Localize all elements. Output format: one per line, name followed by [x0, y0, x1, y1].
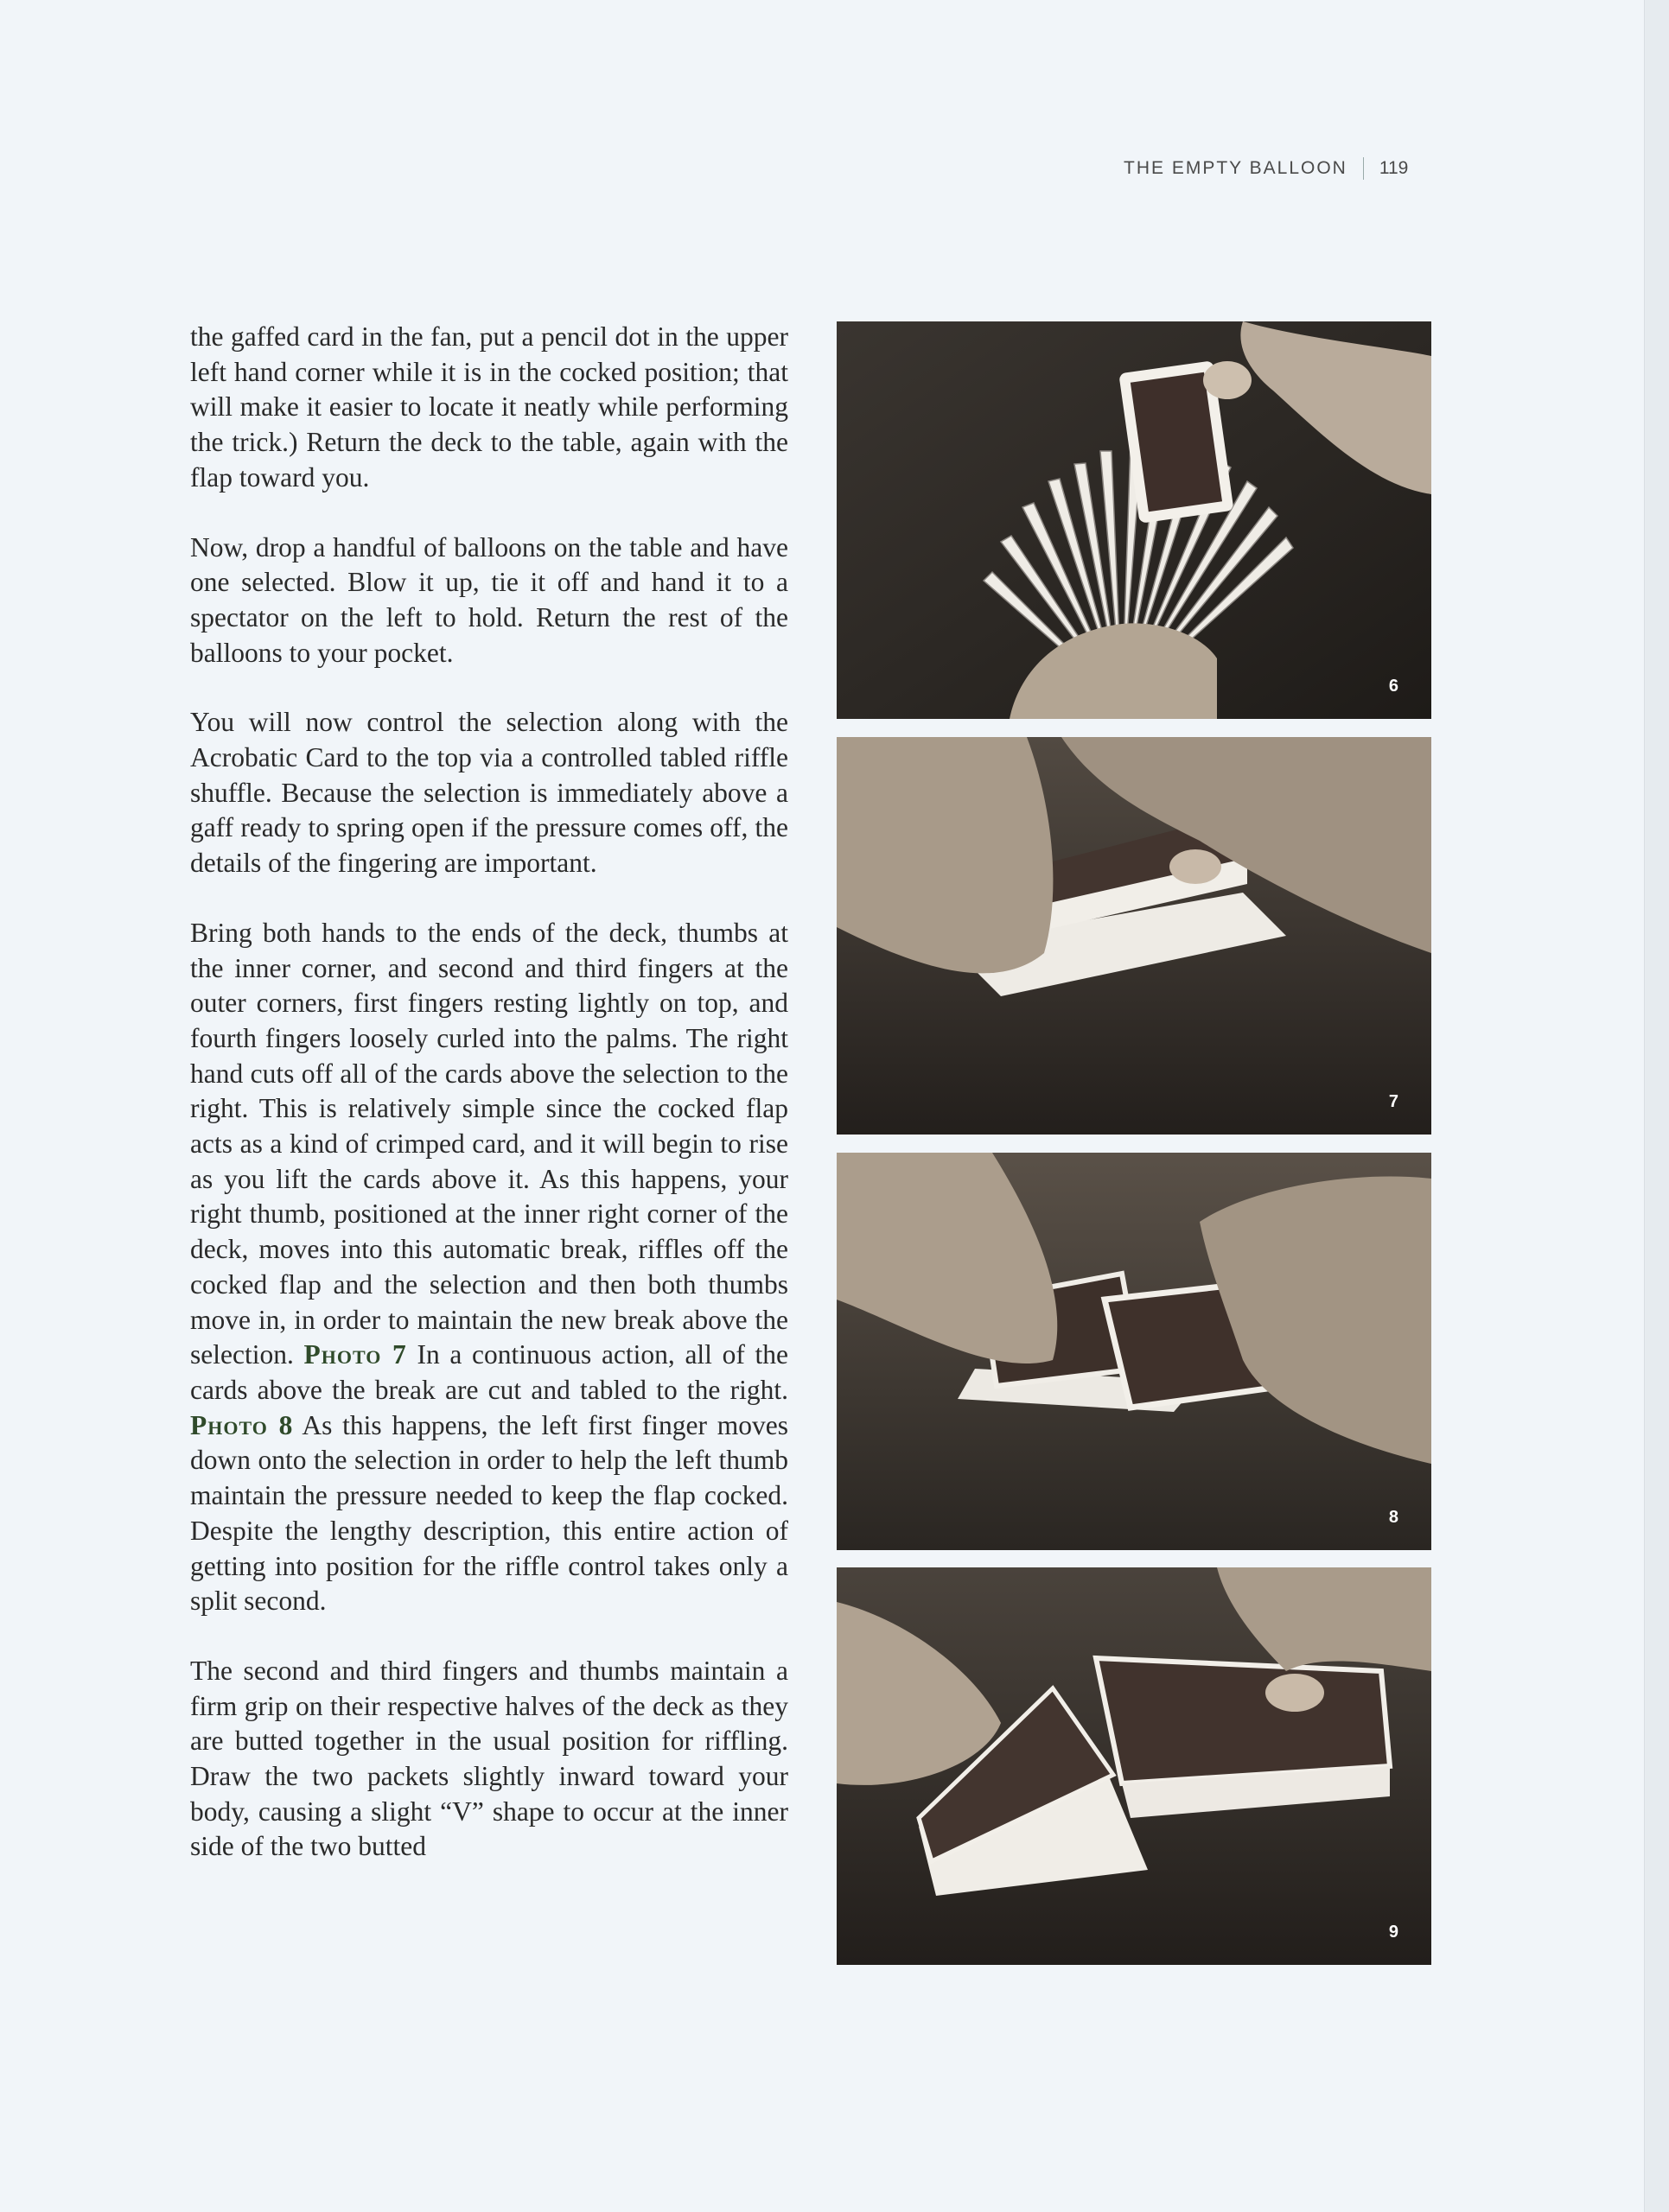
body-text — [190, 320, 788, 1899]
photo-8-number: 8 — [1388, 1508, 1398, 1527]
paragraph-text: the gaffed card in the fan, put a pencil dot in the upper left hand corner while it is in the cocked position; that will make it easier to locate it neatly while performing the trick.) Return the deck to the table, again with the flap toward you. — [190, 321, 788, 493]
paragraph-2 — [190, 531, 788, 671]
photo-9-number: 9 — [1388, 1923, 1398, 1942]
header-divider — [1363, 157, 1364, 180]
photo-6-number: 6 — [1388, 677, 1398, 696]
running-header — [1124, 157, 1435, 180]
paragraph-text: You will now control the selection along with the Acrobatic Card to the top via a controlled tabled riffle shuffle. Because the selection is immediately above a gaff ready to spring open if the pressure comes off, the details of the fingering are important. — [190, 707, 788, 879]
photo-7-image — [837, 737, 1431, 1135]
paragraph-text: As this happens, the left first finger moves down onto the selection in order to help the left thumb maintain the pressure needed to keep the flap cocked. Despite the lengthy description, this entire action of getting into position for the riffle control takes only a split second. — [190, 1409, 789, 1617]
photo-7-number: 7 — [1388, 1092, 1398, 1111]
paragraph-text: In a continuous action, all of the cards above the break are cut and tabled to the right. — [190, 1339, 789, 1405]
photo-9-image — [837, 1567, 1431, 1965]
photo-7 — [837, 737, 1431, 1135]
chapter-title: THE EMPTY BALLOON — [1124, 158, 1347, 178]
paragraph-4 — [190, 916, 788, 1619]
paragraph-text: The second and third fingers and thumbs maintain a firm grip on their respective halves of the deck as they are butted together in the usual position for riffling. Draw the two packets slightly inward toward your body, causing a slight “V” shape to occur at the inner side of the two butted — [190, 1655, 788, 1862]
paragraph-3 — [190, 705, 788, 881]
photo-8 — [837, 1153, 1431, 1550]
photo-6-image — [837, 321, 1431, 719]
paragraph-text: Bring both hands to the ends of the deck, thumbs at the inner corner, and second and third fingers at the outer corners, first fingers resting lightly on top, and fourth fingers loosely curled into the palms. The right hand cuts off all of the cards above the selection to the right. This is relatively simple since the cocked flap acts as a kind of crimped card, and it will begin to rise as you lift the cards above it. As this happens, your right thumb, positioned at the inner right corner of the deck, moves into this automatic break, riffles off the cocked flap and the selection and then both thumbs move in, in order to maintain the new break above the selection. — [190, 917, 788, 1370]
paragraph-text: Now, drop a handful of balloons on the table and have one selected. Blow it up, tie it off and hand it to a spectator on the left to hold. Return the rest of the balloons to your pocket. — [190, 531, 788, 668]
paragraph-1 — [190, 320, 788, 496]
photo-8-image — [837, 1153, 1431, 1550]
photo-reference: Photo 7 — [303, 1339, 407, 1370]
photo-6 — [837, 321, 1431, 719]
paragraph-5 — [190, 1654, 788, 1865]
photo-9 — [837, 1567, 1431, 1965]
photo-reference: Photo 8 — [190, 1409, 294, 1440]
page-edge — [1644, 0, 1669, 2212]
page-number: 119 — [1379, 158, 1409, 178]
